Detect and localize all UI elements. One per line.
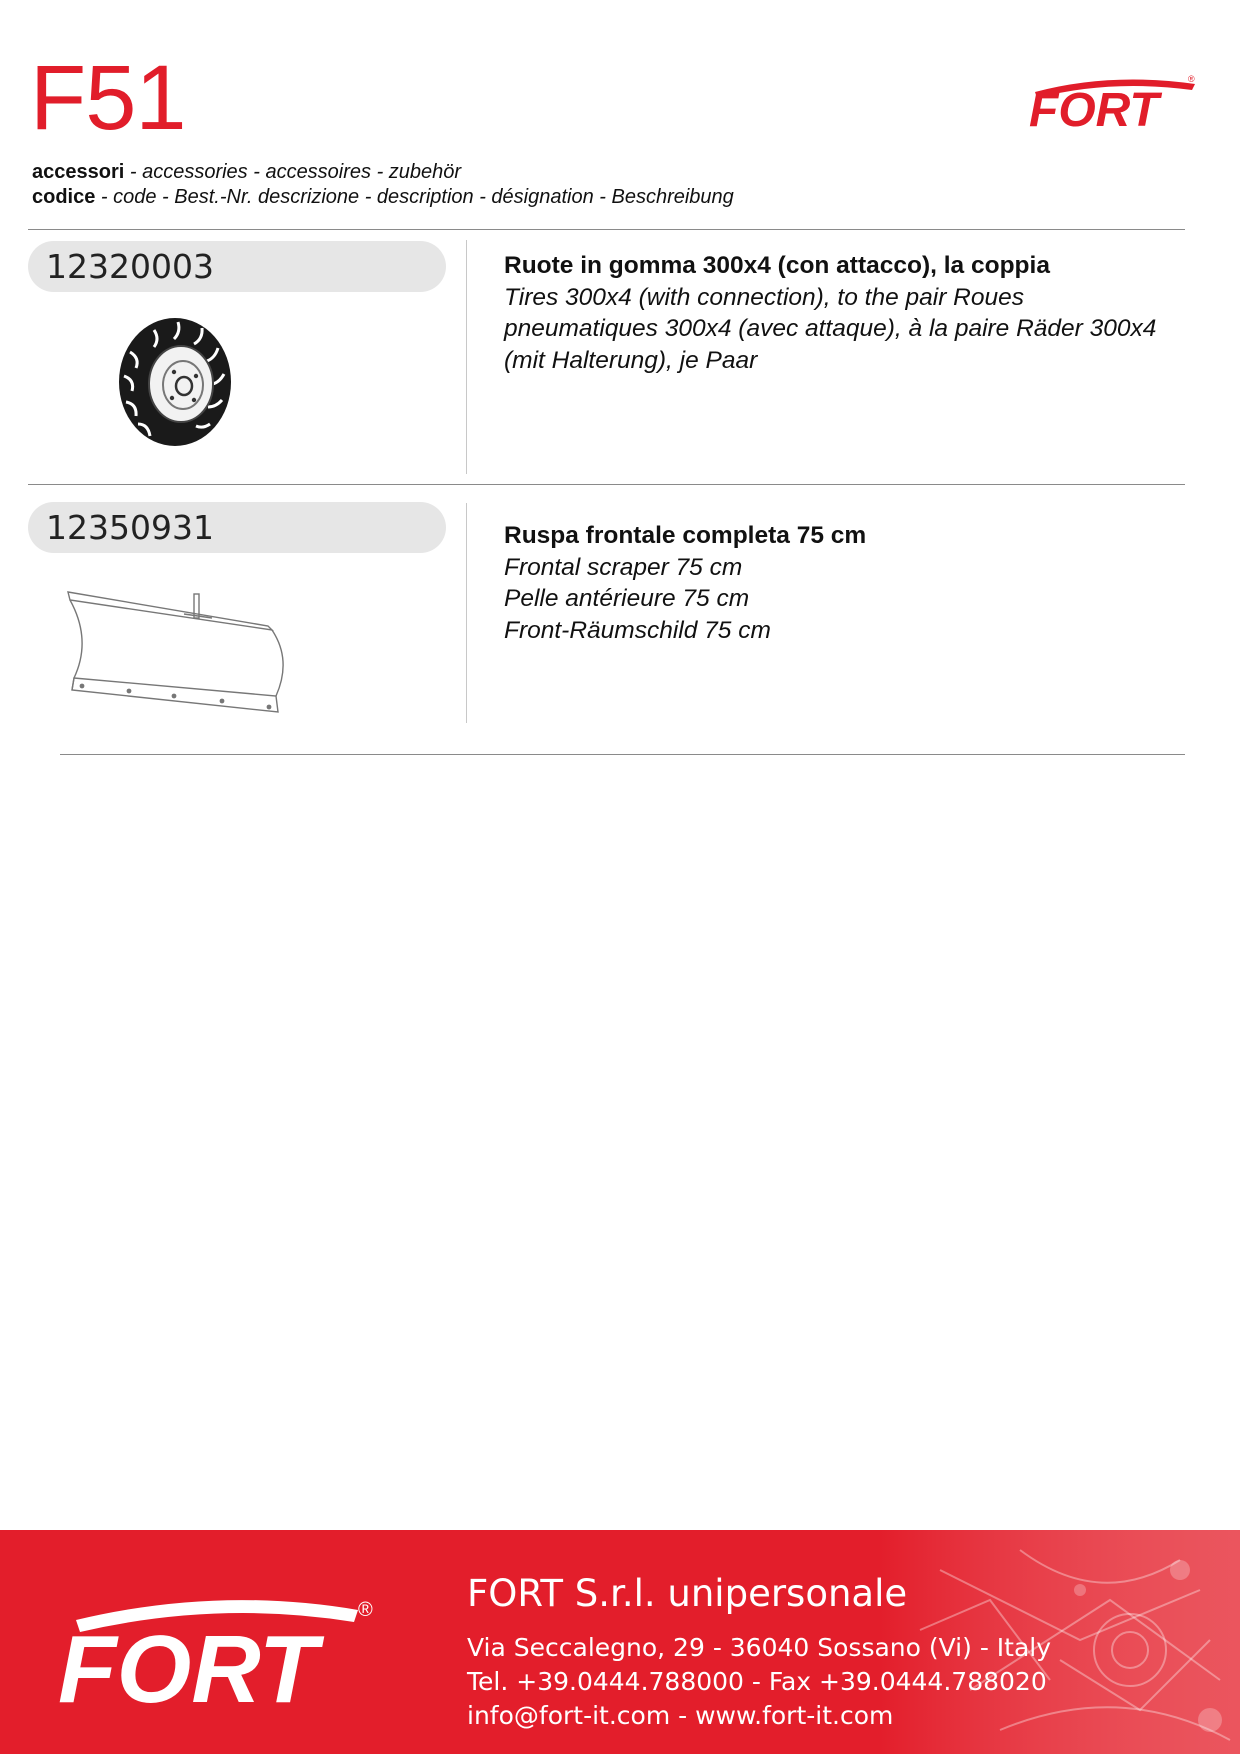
divider-top bbox=[28, 229, 1185, 230]
subtitle-columns: codice - code - Best.-Nr. descrizione - description - désignation - Beschreibung bbox=[32, 186, 734, 208]
column-divider bbox=[466, 240, 467, 474]
fort-logo bbox=[1025, 70, 1200, 132]
item-code: 12320003 bbox=[28, 241, 446, 292]
svg-text:FORT: FORT bbox=[1029, 84, 1159, 132]
svg-text:®: ® bbox=[358, 1599, 373, 1621]
svg-text:®: ® bbox=[1188, 74, 1195, 84]
company-phone-fax: Tel. +39.0444.788000 - Fax +39.0444.788020 bbox=[467, 1667, 1047, 1696]
divider-middle bbox=[28, 484, 1185, 485]
fort-logo-footer bbox=[58, 1590, 388, 1710]
company-name: FORT S.r.l. unipersonale bbox=[467, 1572, 908, 1615]
company-email-web[interactable]: info@fort-it.com - www.fort-it.com bbox=[467, 1701, 894, 1730]
model-title: F51 bbox=[30, 47, 186, 149]
subtitle-accessories: accessori - accessories - accessoires - zubehör bbox=[32, 161, 462, 183]
company-address: Via Seccalegno, 29 - 36040 Sossano (Vi) - Italy bbox=[467, 1633, 1052, 1662]
svg-text:FORT: FORT bbox=[58, 1616, 318, 1710]
column-divider bbox=[466, 503, 467, 723]
item-description: Ruote in gomma 300x4 (con attacco), la coppia Tires 300x4 (with connection), to the pair Roues pneumatiques 300x4 (avec attaque), à la paire Räder 300x4 (mit Halterung), je Paar bbox=[504, 252, 1157, 374]
tire-icon bbox=[110, 312, 240, 452]
footer-banner bbox=[0, 1530, 1240, 1754]
divider-bottom bbox=[60, 754, 1185, 755]
item-code: 12350931 bbox=[28, 502, 446, 553]
scraper-blade-icon bbox=[64, 590, 294, 726]
item-description: Ruspa frontale completa 75 cm Frontal scraper 75 cm Pelle antérieure 75 cm Front-Räumschild 75 cm bbox=[504, 522, 867, 644]
